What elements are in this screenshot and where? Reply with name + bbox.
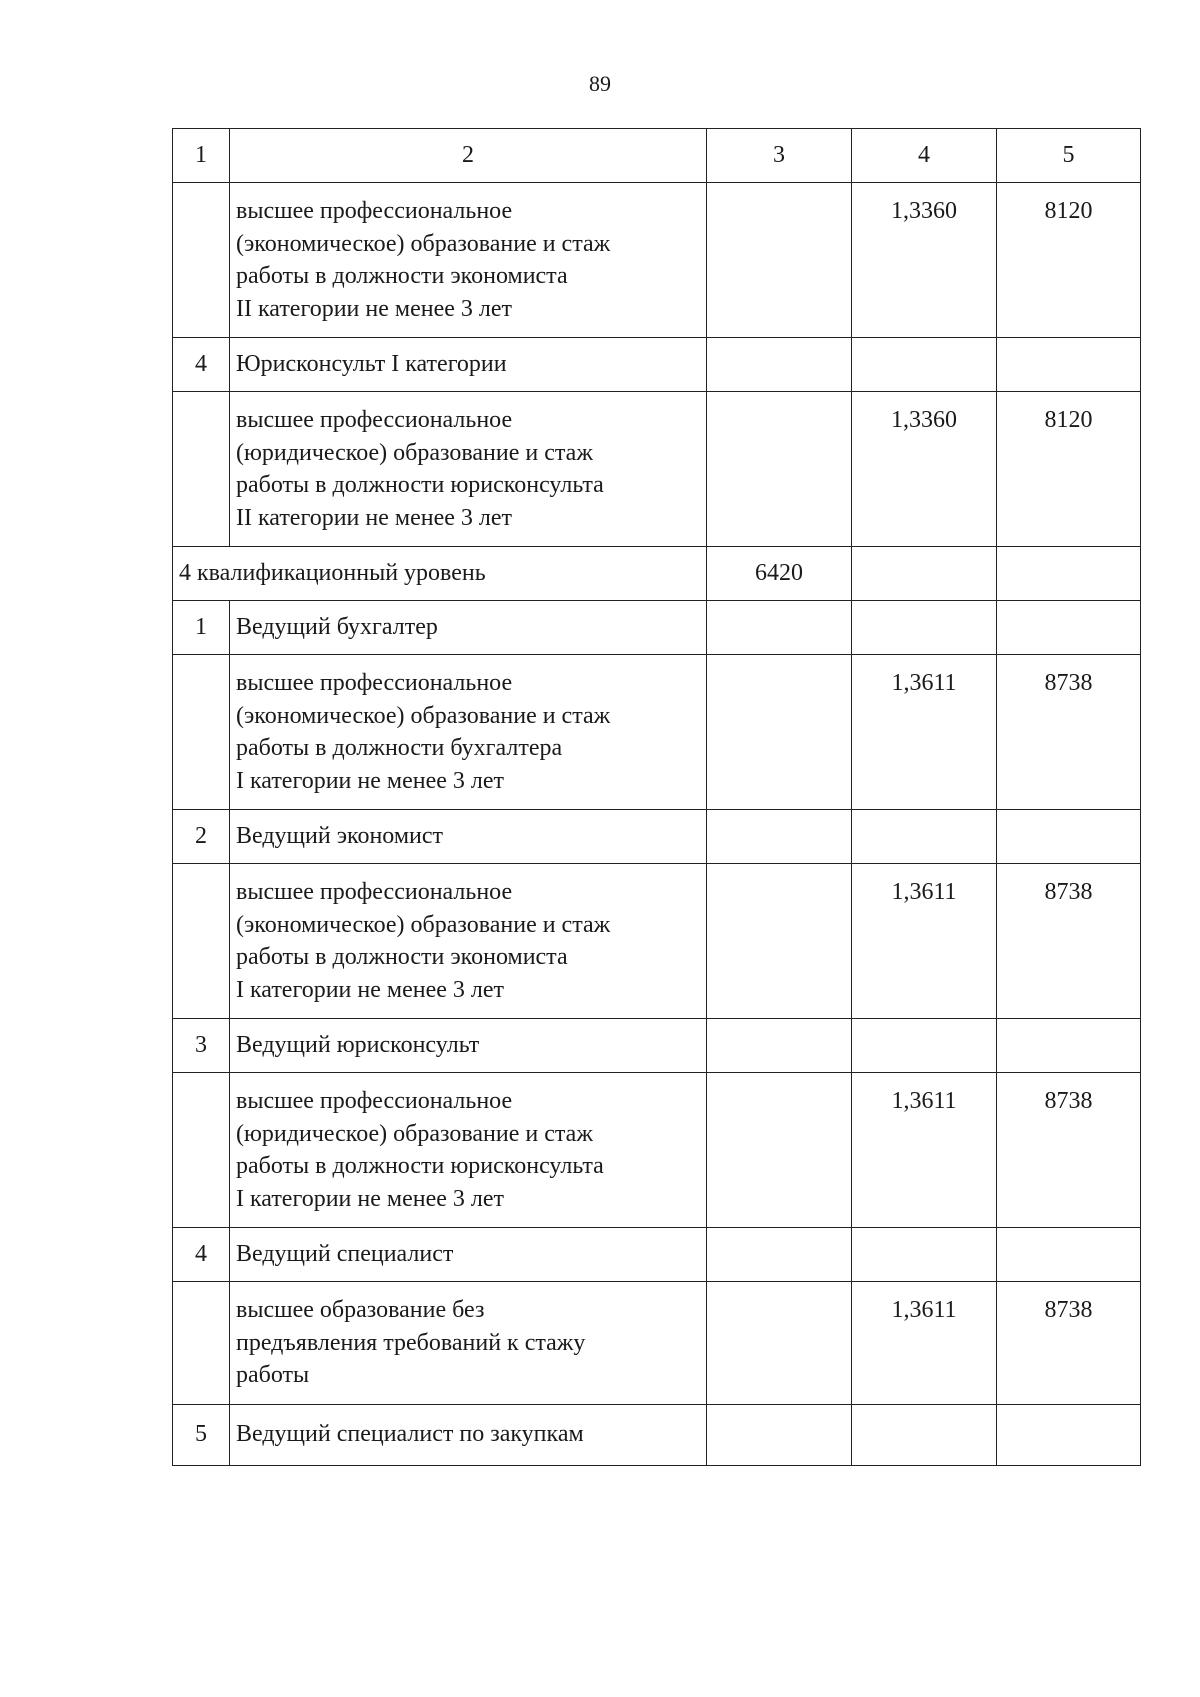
salary-cell: 8738	[997, 1282, 1141, 1405]
table-row	[173, 392, 1141, 547]
table-row	[173, 1404, 1141, 1465]
requirement-line: работы в должности бухгалтера	[236, 735, 563, 761]
page-number: 89	[589, 71, 611, 96]
table-row	[173, 810, 1141, 864]
position-name-cell: Ведущий бухгалтер	[230, 601, 707, 655]
row-number-cell: 4	[173, 338, 230, 392]
coefficient-cell	[852, 547, 997, 601]
requirement-description-cell	[230, 1282, 707, 1405]
requirement-description-cell	[230, 1073, 707, 1228]
base-salary-cell	[707, 1404, 852, 1465]
coefficient-cell	[852, 1404, 997, 1465]
table-row	[173, 1019, 1141, 1073]
requirement-line: высшее профессиональное	[236, 1088, 513, 1114]
base-salary-cell	[707, 655, 852, 810]
row-number-cell: 3	[173, 1019, 230, 1073]
coefficient-cell: 1,3611	[852, 1073, 997, 1228]
base-salary-cell	[707, 1228, 852, 1282]
row-number-cell	[173, 1073, 230, 1228]
requirement-line: (юридическое) образование и стаж	[236, 439, 593, 466]
requirement-line: высшее профессиональное	[236, 879, 513, 905]
base-salary-cell	[707, 601, 852, 655]
qualification-table	[172, 128, 1141, 1466]
requirement-line: высшее профессиональное	[236, 407, 513, 433]
base-salary-cell	[707, 338, 852, 392]
row-number-cell	[173, 1282, 230, 1405]
table-row	[173, 1282, 1141, 1405]
table-row	[173, 547, 1141, 601]
salary-cell	[997, 1019, 1141, 1073]
header-cell: 4	[852, 129, 997, 183]
row-number-cell	[173, 183, 230, 338]
requirement-line: работы в должности экономиста	[236, 944, 568, 970]
requirement-line: работы	[236, 1362, 310, 1388]
row-number-cell: 2	[173, 810, 230, 864]
row-number-cell: 4	[173, 1228, 230, 1282]
requirement-line: высшее образование без	[236, 1297, 485, 1323]
coefficient-cell	[852, 1228, 997, 1282]
row-number-cell	[173, 655, 230, 810]
requirement-line: (юридическое) образование и стаж	[236, 1120, 593, 1147]
base-salary-cell	[707, 392, 852, 547]
table-header-row	[173, 129, 1141, 183]
row-number-cell: 1	[173, 601, 230, 655]
base-salary-cell	[707, 1073, 852, 1228]
requirement-description-cell	[230, 183, 707, 338]
salary-cell: 8738	[997, 655, 1141, 810]
table-row	[173, 655, 1141, 810]
row-number-cell: 5	[173, 1404, 230, 1465]
requirement-line: I категории не менее 3 лет	[236, 767, 504, 794]
salary-cell	[997, 601, 1141, 655]
requirement-line: I категории не менее 3 лет	[236, 976, 504, 1003]
coefficient-cell	[852, 1019, 997, 1073]
requirement-line: работы в должности экономиста	[236, 263, 568, 289]
base-salary-cell: 6420	[707, 547, 852, 601]
coefficient-cell: 1,3360	[852, 183, 997, 338]
requirement-line: работы в должности юрисконсульта	[236, 1153, 604, 1179]
coefficient-cell: 1,3611	[852, 864, 997, 1019]
salary-cell: 8738	[997, 1073, 1141, 1228]
coefficient-cell: 1,3360	[852, 392, 997, 547]
position-name-cell: Ведущий юрисконсульт	[230, 1019, 707, 1073]
table-row	[173, 1228, 1141, 1282]
requirement-line: работы в должности юрисконсульта	[236, 472, 604, 498]
position-name-cell: Ведущий специалист	[230, 1228, 707, 1282]
header-cell: 1	[173, 129, 230, 183]
base-salary-cell	[707, 1019, 852, 1073]
requirement-line: II категории не менее 3 лет	[236, 504, 512, 531]
table-row	[173, 601, 1141, 655]
requirement-line: высшее профессиональное	[236, 670, 513, 696]
header-cell: 2	[230, 129, 707, 183]
salary-cell: 8120	[997, 183, 1141, 338]
coefficient-cell	[852, 810, 997, 864]
position-name-cell: Ведущий экономист	[230, 810, 707, 864]
row-number-cell	[173, 392, 230, 547]
table-row	[173, 338, 1141, 392]
coefficient-cell: 1,3611	[852, 655, 997, 810]
table-row	[173, 183, 1141, 338]
coefficient-cell	[852, 601, 997, 655]
position-name-cell: Юрисконсульт I категории	[230, 338, 707, 392]
salary-cell	[997, 338, 1141, 392]
coefficient-cell	[852, 338, 997, 392]
base-salary-cell	[707, 810, 852, 864]
requirement-line: (экономическое) образование и стаж	[236, 911, 611, 938]
requirement-description-cell	[230, 392, 707, 547]
requirement-line: II категории не менее 3 лет	[236, 295, 512, 322]
row-number-cell	[173, 864, 230, 1019]
salary-cell: 8738	[997, 864, 1141, 1019]
base-salary-cell	[707, 1282, 852, 1405]
header-cell: 5	[997, 129, 1141, 183]
salary-cell	[997, 1404, 1141, 1465]
requirement-line: (экономическое) образование и стаж	[236, 702, 611, 729]
header-cell: 3	[707, 129, 852, 183]
requirement-line: I категории не менее 3 лет	[236, 1185, 504, 1212]
requirement-description-cell	[230, 864, 707, 1019]
salary-cell	[997, 1228, 1141, 1282]
table-row	[173, 1073, 1141, 1228]
salary-cell: 8120	[997, 392, 1141, 547]
salary-cell	[997, 810, 1141, 864]
requirement-line: высшее профессиональное	[236, 198, 513, 224]
base-salary-cell	[707, 864, 852, 1019]
coefficient-cell: 1,3611	[852, 1282, 997, 1405]
qualification-level-label: 4 квалификационный уровень	[173, 547, 707, 601]
requirement-line: (экономическое) образование и стаж	[236, 230, 611, 257]
requirement-line: предъявления требований к стажу	[236, 1329, 586, 1356]
table-row	[173, 864, 1141, 1019]
requirement-description-cell	[230, 655, 707, 810]
base-salary-cell	[707, 183, 852, 338]
table-body	[173, 129, 1141, 1466]
salary-cell	[997, 547, 1141, 601]
position-name-cell: Ведущий специалист по закупкам	[230, 1404, 707, 1465]
